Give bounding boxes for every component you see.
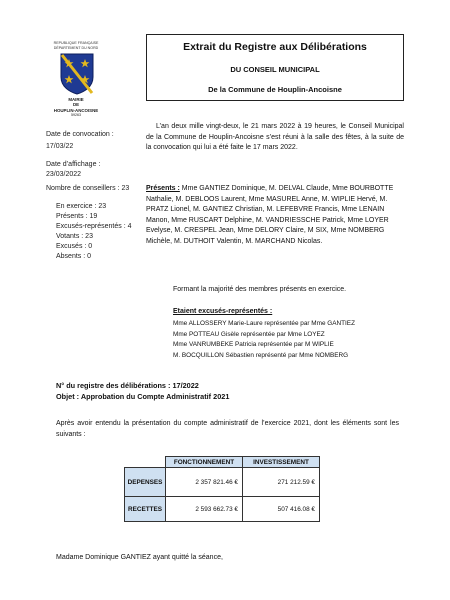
republic-label — [48, 41, 104, 50]
registre-block — [56, 381, 229, 402]
presents-paragraph — [146, 184, 396, 248]
majorite-text: Formant la majorité des membres présents en exercice. — [173, 286, 347, 293]
convocation-info — [46, 130, 114, 152]
header-box — [146, 34, 404, 101]
apres-paragraph: Après avoir entendu la présentation du compte administratif de l’exercice 2021, dont les éléments sont les suivants : — [56, 420, 399, 438]
table-corner — [125, 457, 166, 468]
republic-line: REPUBLIQUE FRANÇAISE — [53, 41, 99, 45]
excuse-item: Mme ALLOSSERY Marie-Laure représentée par Mme GANTIEZ — [173, 320, 355, 327]
affichage-date: 23/03/2022 — [46, 171, 82, 178]
recettes-fonctionnement: 2 593 662.73 € — [166, 497, 243, 522]
department-line: DÉPARTEMENT DU NORD — [53, 45, 99, 50]
presents-list: Mme GANTIEZ Dominique, M. DELVAL Claude, Mme BOURBOTTE Nathalie, M. DEBLOOS Laurent, Mme MASUREL Anne, M. WIPLIE Hervé, M. PRATZ Lionel, M. GANTIEZ Christian, M. LEFEBVRE Francis, Mme LENAIN Manon, Mme RUSCART Delphine, M. VANDRIESSCHE Patrick, Mme LOYER Evelyse, M. CRESPEL Jean, Mme DELORY Claire, M SIX, Mme NOMBERG Michèle, M. DUTHOIT Valentin, M. MARCHAND Nicolas. — [146, 185, 394, 245]
excuse-item: Mme POTTEAU Gisèle représentée par Mme LOYEZ — [173, 330, 325, 338]
table-row — [125, 468, 320, 497]
intro-paragraph — [146, 122, 404, 154]
votants-count: Votants : 23 — [56, 233, 93, 240]
postcode: 59263 — [71, 113, 81, 118]
commune-name: De la Commune de Houplin-Ancoisne — [208, 85, 342, 94]
intro-text: L’an deux mille vingt-deux, le 21 mars 2022 à 19 heures, le Conseil Municipal de la Commune de Houplin-Ancoisne s’est réuni à la salle des fêtes, à la suite de la convocation qui lui a été faite le 17 mars 2022. — [146, 123, 404, 151]
col-fonctionnement: FONCTIONNEMENT — [166, 457, 243, 468]
excuses-count: Excusés : 0 — [56, 243, 93, 250]
nb-conseillers — [46, 184, 129, 194]
depenses-investissement: 271 212.59 € — [243, 468, 320, 497]
document-subtitle: DU CONSEIL MUNICIPAL — [230, 65, 320, 74]
compte-table — [124, 456, 320, 522]
town-coat-of-arms-icon — [60, 53, 94, 95]
excuse-item: M. BOCQUILLON Sébastien représenté par Mme NOMBERG — [173, 351, 349, 359]
row-label-depenses: DEPENSES — [125, 468, 166, 497]
col-investissement: INVESTISSEMENT — [243, 457, 320, 468]
excuse-item: Mme VANRUMBEKE Patricia représentée par M WIPLIE — [173, 341, 334, 349]
table-header-row — [125, 457, 320, 468]
mairie-line: MAIRIE — [68, 97, 84, 102]
mairie-label — [44, 97, 108, 119]
presents-count: Présents : 19 — [56, 213, 98, 220]
madame-text: Madame Dominique GANTIEZ ayant quitté la séance, — [56, 554, 223, 561]
recettes-investissement: 507 416.08 € — [243, 497, 320, 522]
nb-conseillers-text: Nombre de conseillers : 23 — [46, 185, 130, 192]
excuses-list — [173, 319, 355, 361]
depenses-fonctionnement: 2 357 821.46 € — [166, 468, 243, 497]
registre-number: N° du registre des délibérations : 17/2022 — [56, 381, 199, 390]
convocation-date: 17/03/22 — [46, 143, 74, 150]
absents-count: Absents : 0 — [56, 253, 92, 260]
en-exercice: En exercice : 23 — [56, 203, 107, 210]
table-row — [125, 497, 320, 522]
mairie-de-line: DE — [72, 102, 80, 108]
objet: Objet : Approbation du Compte Administratif 2021 — [56, 391, 230, 401]
excuses-title: Etaient excusés-représentés : — [173, 308, 273, 315]
affichage-label: Date d’affichage : — [46, 161, 101, 168]
convocation-label: Date de convocation : — [46, 131, 114, 138]
document-title: Extrait du Registre aux Délibérations — [183, 41, 367, 53]
presents-label: Présents : — [146, 185, 180, 192]
row-label-recettes: RECETTES — [125, 497, 166, 522]
affichage-info — [46, 160, 100, 180]
excuses-representes-count: Excusés-représentés : 4 — [56, 223, 132, 230]
town-name: HOUPLIN-ANCOISNE — [53, 107, 99, 113]
vote-counts — [56, 202, 131, 262]
